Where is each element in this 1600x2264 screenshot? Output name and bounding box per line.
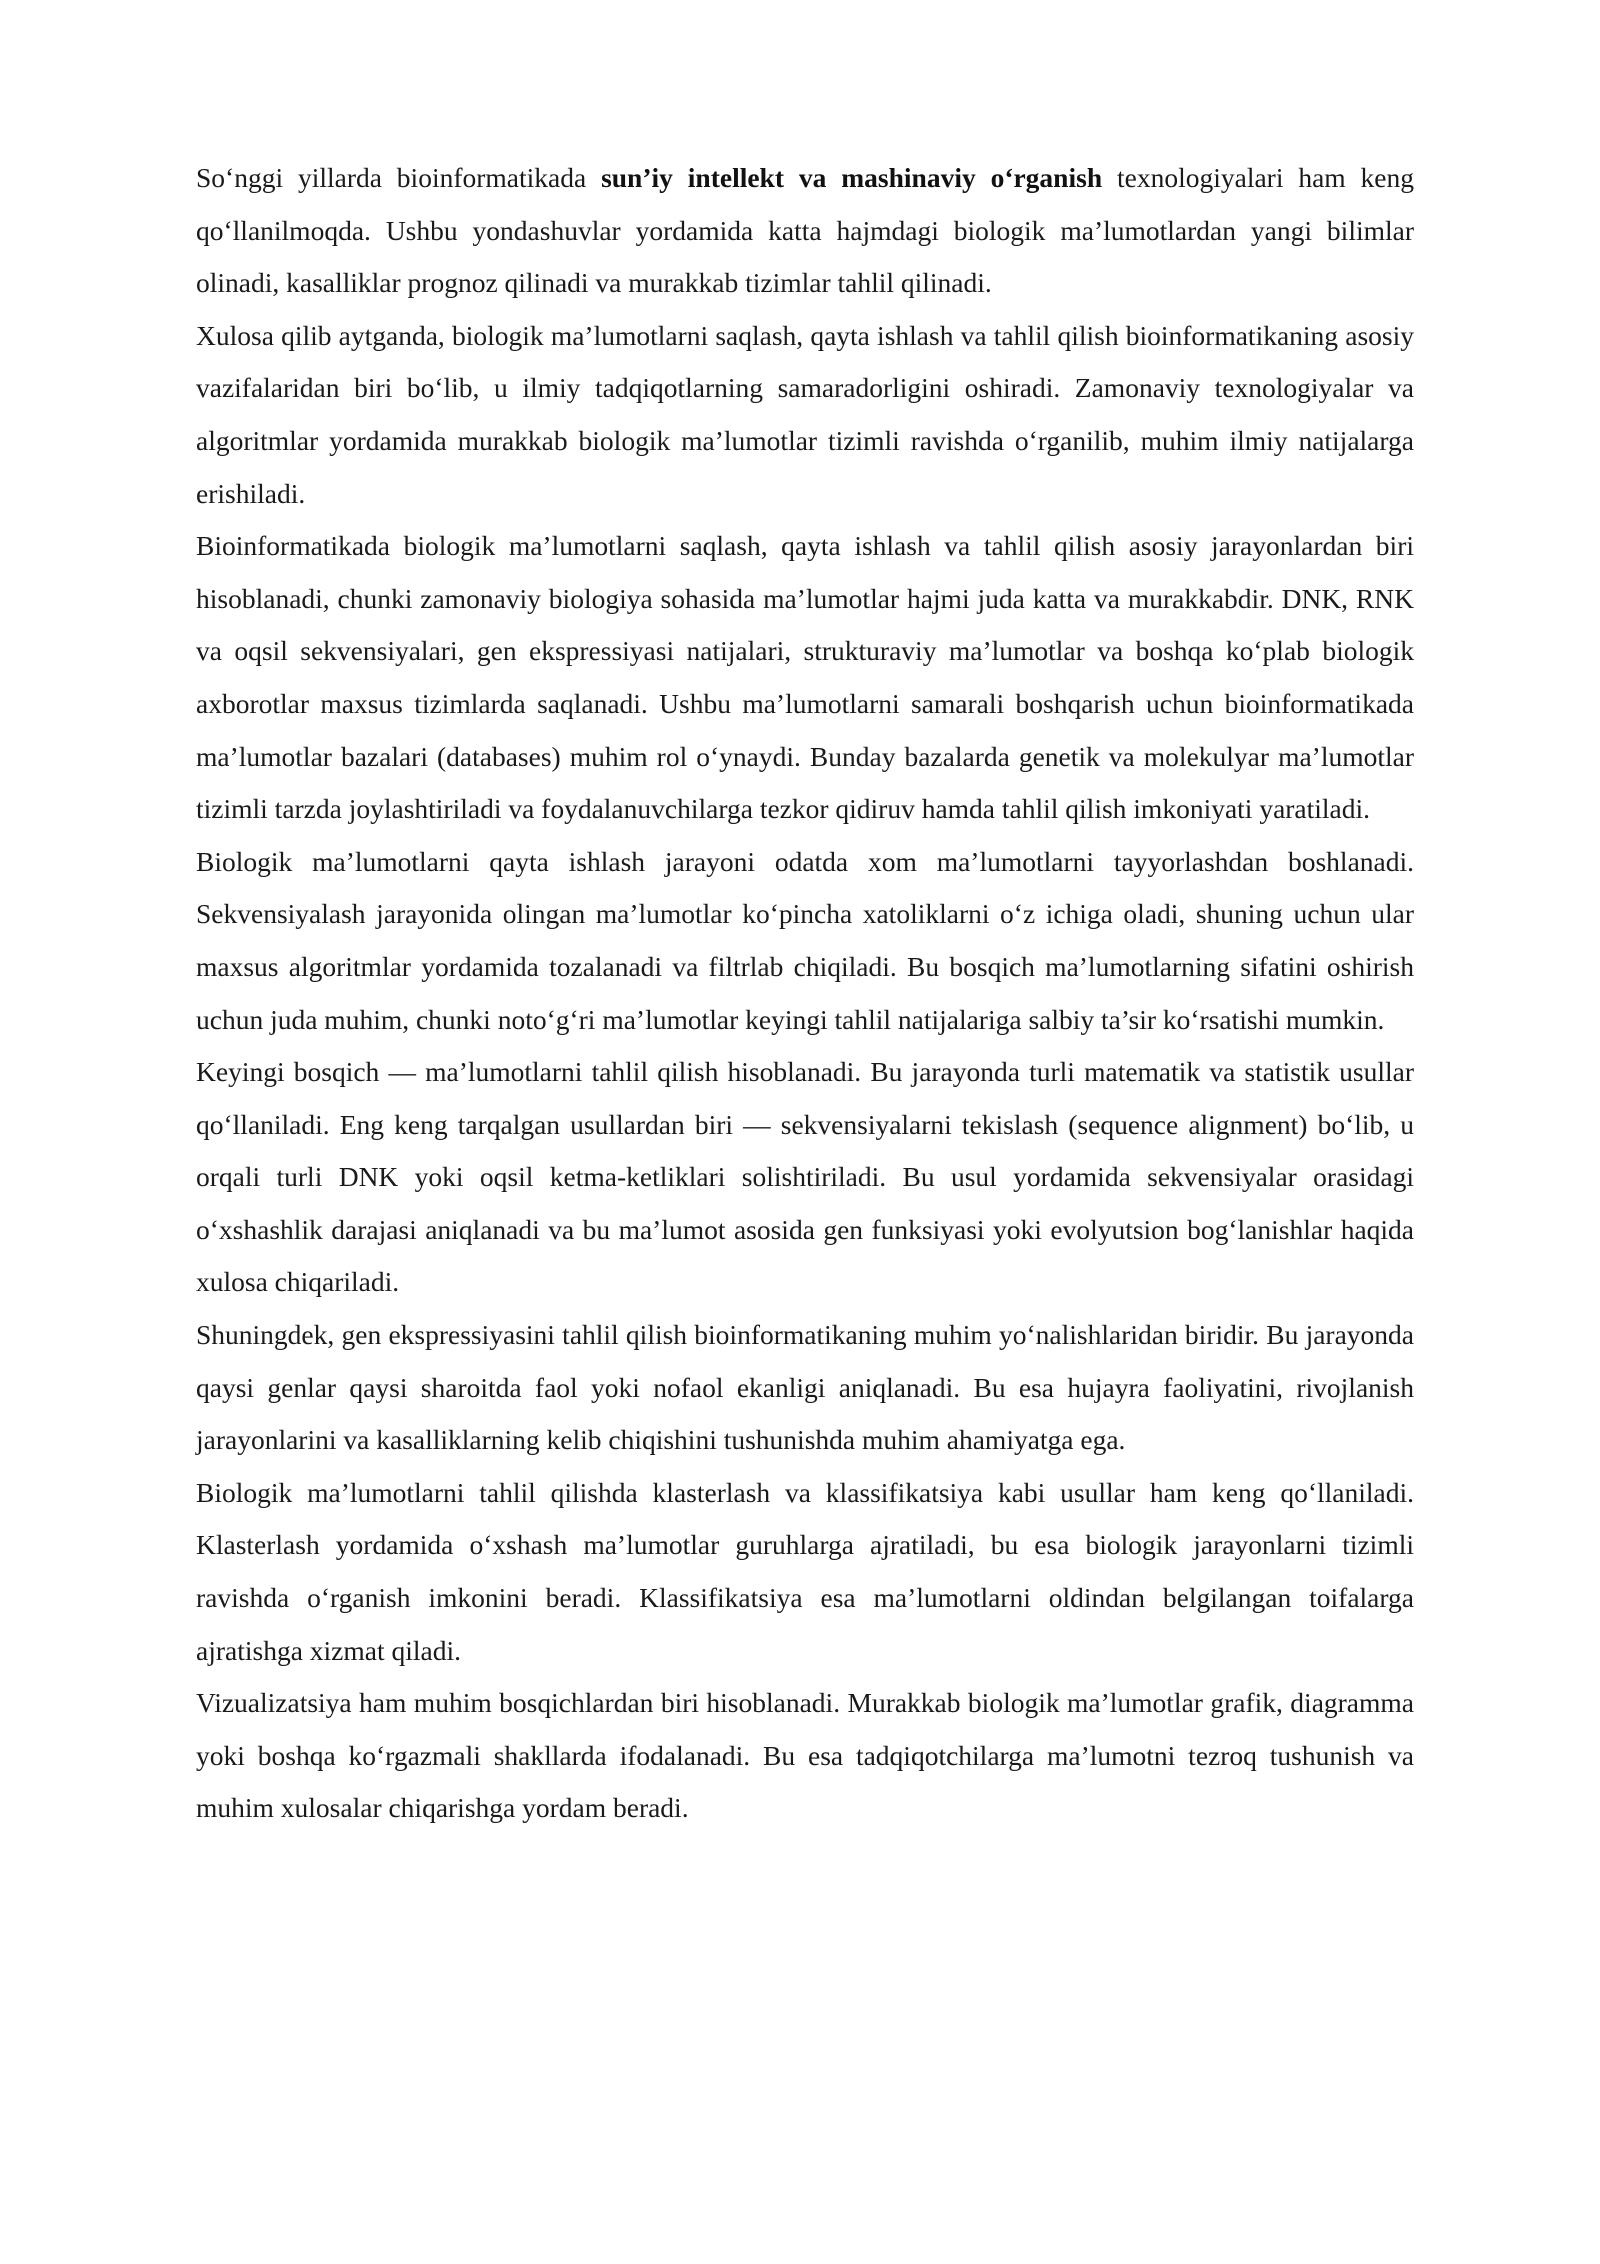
paragraph-data-analysis: Keyingi bosqich — ma’lumotlarni tahlil qilish hisoblanadi. Bu jarayonda turli matematik va statistik usullar qo‘llaniladi. Eng keng tarqalgan usullardan biri — sekvensiyalarni tekislash (sequence alignment) bo‘lib, u orqali turli DNK yoki oqsil ketma-ketliklari solishtiriladi. Bu usul yordamida sekvensiyalar orasidagi o‘xshashlik darajasi aniqlanadi va bu ma’lumot asosida gen funksiyasi yoki evolyutsion bog‘lanishlar haqida xulosa chiqariladi. [196, 1056, 1414, 1298]
paragraph-ai-ml-lead: So‘nggi yillarda bioinformatikada [196, 162, 602, 193]
paragraph-data-processing: Biologik ma’lumotlarni qayta ishlash jarayoni odatda xom ma’lumotlarni tayyorlashdan boshlanadi. Sekvensiyalash jarayonida olingan ma’lumotlar ko‘pincha xatoliklarni o‘z ichiga oladi, shuning uchun ular maxsus algoritmlar yordamida tozalanadi va filtrlab chiqiladi. Bu bosqich ma’lumotlarning sifatini oshirish uchun juda muhim, chunki noto‘g‘ri ma’lumotlar keyingi tahlil natijalariga salbiy ta’sir ko‘rsatishi mumkin. [196, 845, 1414, 1035]
paragraph-conclusion: Xulosa qilib aytganda, biologik ma’lumotlarni saqlash, qayta ishlash va tahlil qilish bioinformatikaning asosiy vazifalaridan biri bo‘lib, u ilmiy tadqiqotlarning samaradorligini oshiradi. Zamonaviy texnologiyalar va algoritmlar yordamida murakkab biologik ma’lumotlar tizimli ravishda o‘rganilib, muhim ilmiy natijalarga erishiladi. [196, 319, 1414, 509]
bold-term-ai-ml: sun’iy intellekt va mashinaviy o‘rganish [601, 162, 1103, 193]
paragraph-visualization: Vizualizatsiya ham muhim bosqichlardan biri hisoblanadi. Murakkab biologik ma’lumotlar grafik, diagramma yoki boshqa ko‘rgazmali shakllarda ifodalanadi. Bu esa tadqiqotchilarga ma’lumotni tezroq tushunish va muhim xulosalar chiqarishga yordam beradi. [196, 1687, 1414, 1824]
document-page [196, 152, 1414, 1835]
paragraph-gene-expression: Shuningdek, gen ekspressiyasini tahlil qilish bioinformatikaning muhim yo‘nalishlaridan biridir. Bu jarayonda qaysi genlar qaysi sharoitda faol yoki nofaol ekanligi aniqlanadi. Bu esa hujayra faoliyatini, rivojlanish jarayonlarini va kasalliklarning kelib chiqishini tushunishda muhim ahamiyatga ega. [196, 1319, 1414, 1456]
paragraph-ai-ml [196, 152, 1414, 310]
paragraph-data-storage: Bioinformatikada biologik ma’lumotlarni saqlash, qayta ishlash va tahlil qilish asosiy jarayonlardan biri hisoblanadi, chunki zamonaviy biologiya sohasida ma’lumotlar hajmi juda katta va murakkabdir. DNK, RNK va oqsil sekvensiyalari, gen ekspressiyasi natijalari, strukturaviy ma’lumotlar va boshqa ko‘plab biologik axborotlar maxsus tizimlarda saqlanadi. Ushbu ma’lumotlarni samarali boshqarish uchun bioinformatikada ma’lumotlar bazalari (databases) muhim rol o‘ynaydi. Bunday bazalarda genetik va molekulyar ma’lumotlar tizimli tarzda joylashtiriladi va foydalanuvchilarga tezkor qidiruv hamda tahlil qilish imkoniyati yaratiladi. [196, 530, 1414, 825]
paragraph-ai-ml-rest: texnologiyalari ham keng qo‘llanilmoqda. Ushbu yondashuvlar yordamida katta hajmdagi biologik ma’lumotlardan yangi bilimlar olinadi, kasalliklar prognoz qilinadi va murakkab tizimlar tahlil qilinadi. [196, 162, 1414, 299]
paragraph-clustering: Biologik ma’lumotlarni tahlil qilishda klasterlash va klassifikatsiya kabi usullar ham keng qo‘llaniladi. Klasterlash yordamida o‘xshash ma’lumotlar guruhlarga ajratiladi, bu esa biologik jarayonlarni tizimli ravishda o‘rganish imkonini beradi. Klassifikatsiya esa ma’lumotlarni oldindan belgilangan toifalarga ajratishga xizmat qiladi. [196, 1476, 1414, 1666]
